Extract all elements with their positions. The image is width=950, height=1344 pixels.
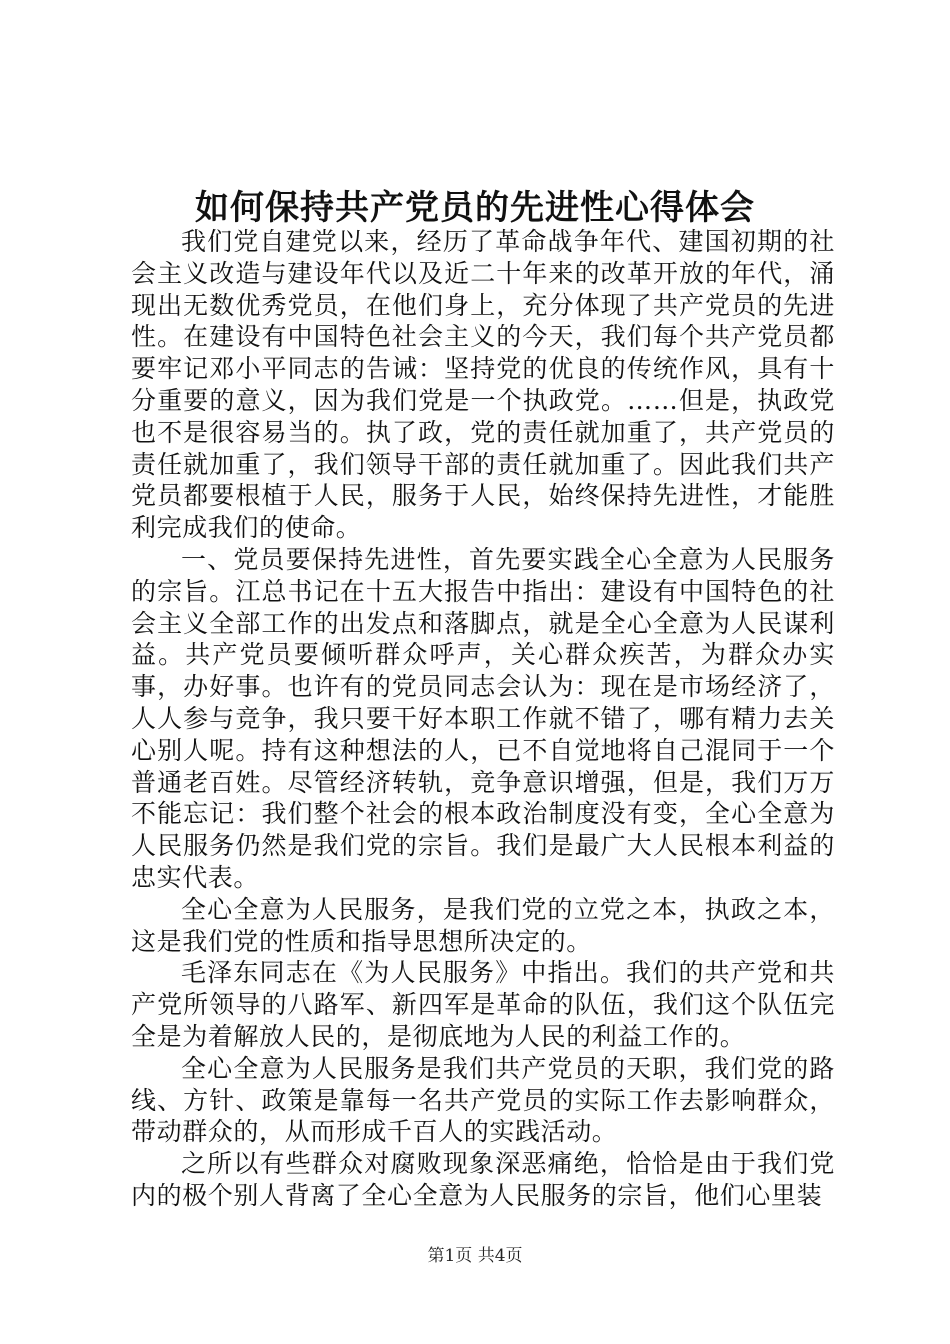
paragraph-5: 全心全意为人民服务是我们共产党员的天职，我们党的路线、方针、政策是靠每一名共产党员的实际工作去影响群众，带动群众的，从而形成千百人的实践活动。 — [131, 1053, 835, 1147]
document-title: 如何保持共产党员的先进性心得体会 — [195, 188, 755, 228]
paragraph-2: 一、党员要保持先进性，首先要实践全心全意为人民服务的宗旨。江总书记在十五大报告中指出：建设有中国特色的社会主义全部工作的出发点和落脚点，就是全心全意为人民谋利益。共产党员要倾听群众呼声，关心群众疾苦，为群众办实事，办好事。也许有的党员同志会认为：现在是市场经济了，人人参与竞争，我只要干好本职工作就不错了，哪有精力去关心别人呢。持有这种想法的人，已不自觉地将自己混同于一个普通老百姓。尽管经济转轨，竞争意识增强，但是，我们万万不能忘记：我们整个社会的根本政治制度没有变，全心全意为人民服务仍然是我们党的宗旨。我们是最广大人民根本利益的忠实代表。 — [131, 544, 835, 892]
paragraph-1: 我们党自建党以来，经历了革命战争年代、建国初期的社会主义改造与建设年代以及近二十年来的改革开放的年代，涌现出无数优秀党员，在他们身上，充分体现了共产党员的先进性。在建设有中国特色社会主义的今天，我们每个共产党员都要牢记邓小平同志的告诫：坚持党的优良的传统作风，具有十分重要的意义，因为我们党是一个执政党。……但是，执政党也不是很容易当的。执了政，党的责任就加重了，共产党员的责任就加重了，我们领导干部的责任就加重了。因此我们共产党员都要根植于人民，服务于人民，始终保持先进性，才能胜利完成我们的使命。 — [131, 227, 835, 543]
paragraph-6: 之所以有些群众对腐败现象深恶痛绝，恰恰是由于我们党内的极个别人背离了全心全意为人民服务的宗旨，他们心里装 — [131, 1149, 835, 1210]
paragraph-4: 毛泽东同志在《为人民服务》中指出。我们的共产党和共产党所领导的八路军、新四军是革命的队伍，我们这个队伍完全是为着解放人民的，是彻底地为人民的利益工作的。 — [131, 958, 835, 1051]
document-body — [131, 226, 835, 1212]
page-footer: 第1页 共4页 — [427, 1246, 523, 1266]
paragraph-3: 全心全意为人民服务，是我们党的立党之本，执政之本，这是我们党的性质和指导思想所决定的。 — [131, 894, 835, 956]
